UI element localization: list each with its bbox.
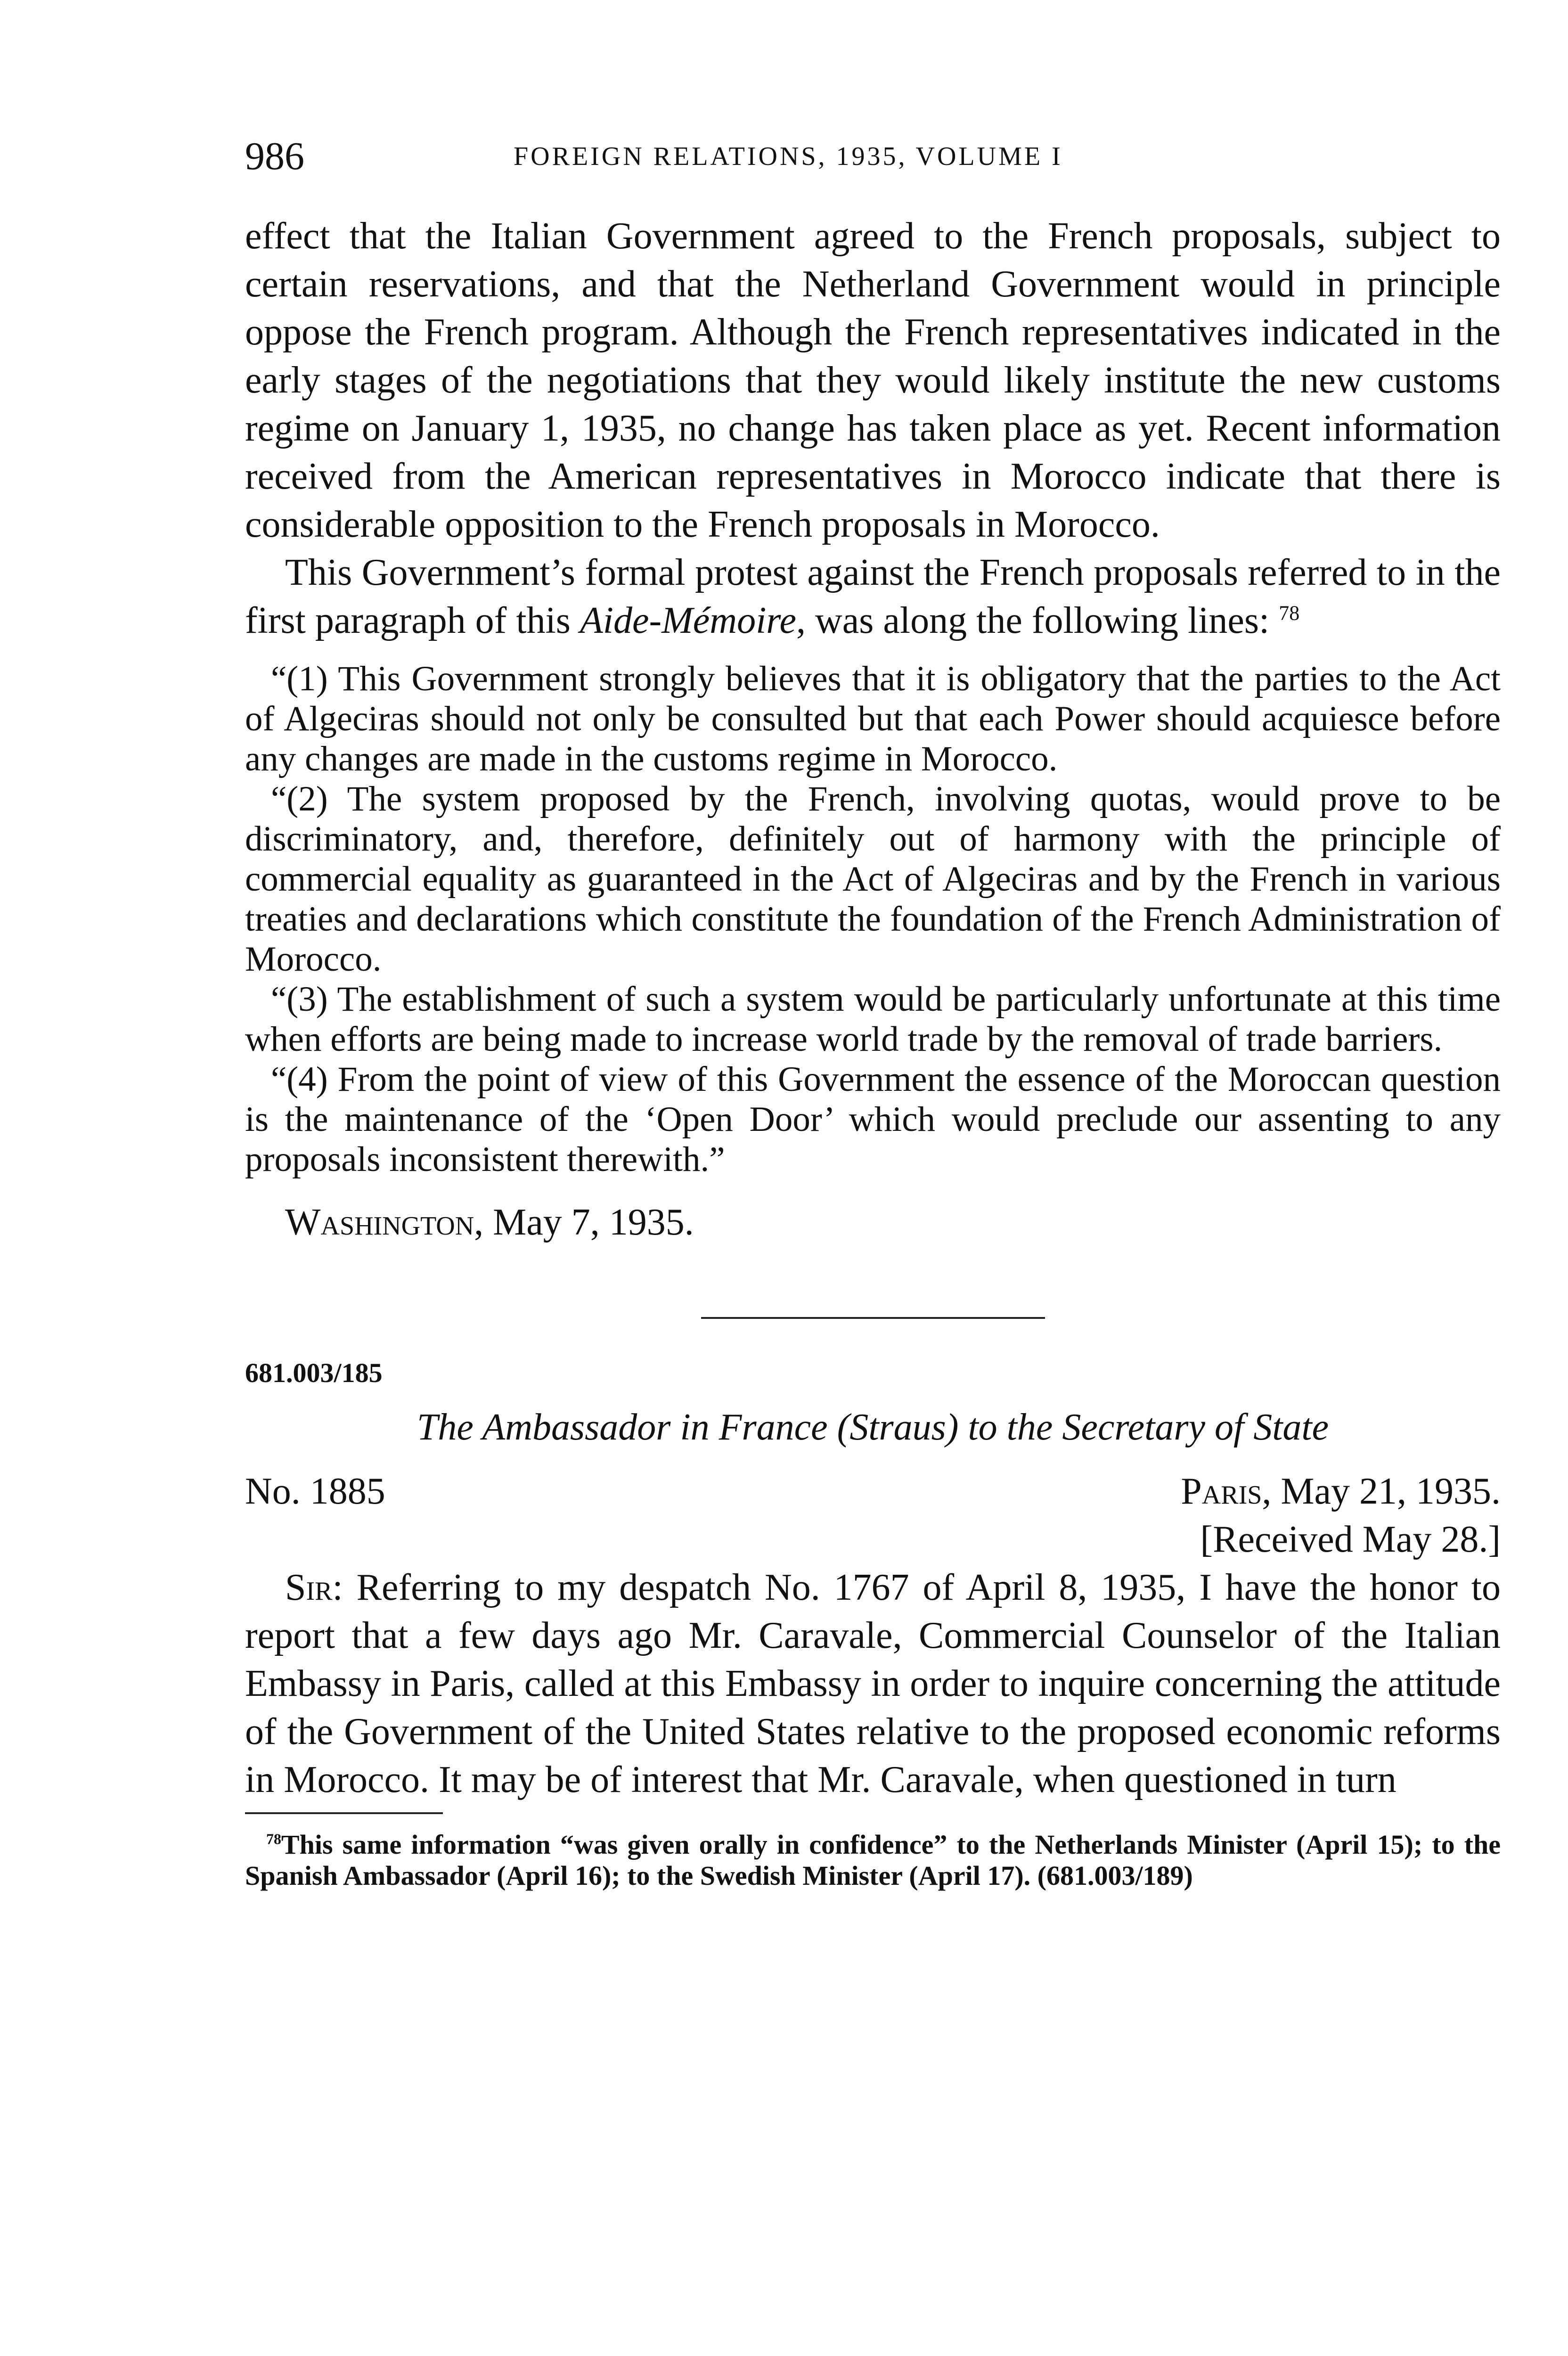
page-number: 986 [245, 134, 304, 178]
despatch-text: : Referring to my despatch No. 1767 of April 8, 1935, I have the honor to report that a few days ago Mr. Caravale, Commercial Counselor of the Italian Embassy in Paris, called at this Embassy in order to inquire concerning the attitude of the Government of the United States relative to the proposed economic reforms in Morocco. It may be of interest that Mr. Caravale, when questioned in turn [245, 1567, 1501, 1800]
signature-date: , May 7, 1935. [474, 1202, 694, 1243]
signature-place: Washington [285, 1202, 474, 1243]
quote-point-2: “(2) The system proposed by the French, involving quotas, would prove to be discriminatory, and, therefore, definitely out of harmony with the principle of commercial equality as guaranteed in the Act of Algeciras and by the French in various treaties and declarations which constitute the foundation of the French Administration of Morocco. [245, 779, 1501, 979]
footnote-marker: 78 [266, 1831, 281, 1848]
running-title: FOREIGN RELATIONS, 1935, VOLUME I [514, 142, 1063, 171]
file-number: 681.003/185 [245, 1358, 383, 1388]
document-heading: The Ambassador in France (Straus) to the Secretary of State [416, 1407, 1329, 1448]
section-divider [701, 1317, 1045, 1319]
running-head [245, 134, 1501, 188]
dispatch-place: Paris [1181, 1471, 1262, 1512]
document-page [245, 134, 1501, 1891]
protest-paragraph [245, 548, 1501, 645]
dispatch-number: No. 1885 [245, 1471, 385, 1512]
footnote-text: This same information “was given orally in confidence” to the Netherlands Minister (April 15); to the Spanish Ambassador (April 16); to the Swedish Minister (April 17). (681.003/189) [245, 1829, 1501, 1891]
dispatch-date: , May 21, 1935. [1262, 1471, 1501, 1512]
received-date: [Received May 28.] [1200, 1519, 1501, 1560]
footnote-divider [245, 1812, 443, 1814]
salutation: Sir [285, 1567, 333, 1608]
quote-point-1: “(1) This Government strongly believes that it is obligatory that the parties to the Act of Algeciras should not only be consulted but that each Power should acquiesce before any changes are made in the customs regime in Morocco. [245, 659, 1501, 778]
signature-line [245, 1198, 1501, 1246]
footnote [245, 1829, 1501, 1891]
protest-text-before: This Government’s formal protest against the French proposals referred to in the first paragraph of this [245, 552, 1501, 641]
protest-text-after: , was along the following lines: [796, 600, 1270, 641]
footnote-reference: 78 [1279, 601, 1300, 625]
quoted-protest [245, 659, 1501, 1179]
dispatch-place-date [1181, 1467, 1501, 1515]
despatch-body [245, 1563, 1501, 1804]
continuation-paragraph: effect that the Italian Government agreed to the French proposals, subject to certain reservations, and that the Netherland Government would in principle oppose the French program. Although the French representatives indicated in the early stages of the negotiations that they would likely institute the new customs regime on January 1, 1935, no change has taken place as yet. Recent information received from the American representatives in Morocco indicate that there is considerable opposition to the French proposals in Morocco. [245, 215, 1501, 545]
aide-memoire-term: Aide-Mémoire [580, 600, 796, 641]
quote-point-4: “(4) From the point of view of this Government the essence of the Moroccan question is the maintenance of the ‘Open Door’ which would preclude our assenting to any proposals inconsistent therewith.” [245, 1060, 1501, 1179]
quote-point-3: “(3) The establishment of such a system would be particularly unfortunate at this time when efforts are being made to increase world trade by the removal of trade barriers. [245, 980, 1501, 1059]
dispatch-row [245, 1467, 1501, 1515]
